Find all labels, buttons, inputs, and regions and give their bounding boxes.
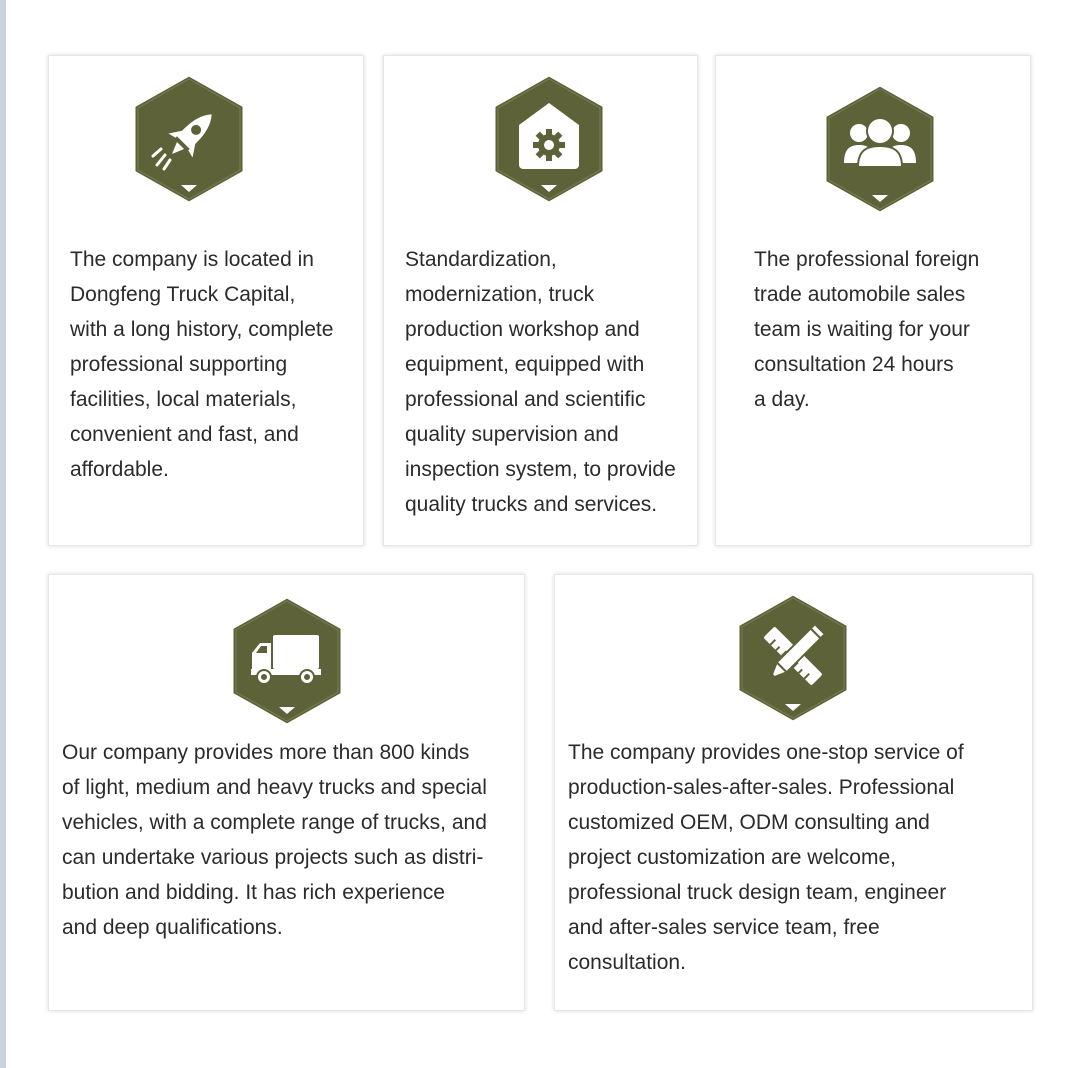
card-description: Our company provides more than 800 kinds of light, medium and heavy trucks and special vehicles, with a complete range of trucks, and can undertake various projects such as distri- bution and bidding. It has rich experience and deep qualifications. — [62, 741, 487, 939]
feature-card-truck-range — [48, 574, 525, 1011]
feature-card-production — [383, 55, 698, 546]
truck-icon — [229, 595, 345, 727]
team-icon — [822, 83, 938, 215]
page-left-edge — [0, 0, 6, 1068]
feature-card-one-stop-service — [554, 574, 1033, 1011]
gear-house-icon — [491, 73, 607, 205]
card-description: The company provides one-stop service of production-sales-after-sales. Professional customized OEM, ODM consulting and project customization are welcome, professional truck design team, engineer and after-sales service team, free consultation. — [568, 741, 964, 974]
feature-card-sales-team — [715, 55, 1031, 546]
pencil-ruler-icon — [735, 592, 851, 724]
rocket-icon — [131, 73, 247, 205]
feature-card-location — [48, 55, 364, 546]
card-description: The company is located in Dongfeng Truck Capital, with a long history, complete professional supporting facilities, local materials, convenient and fast, and affordable. — [70, 248, 334, 481]
card-description: The professional foreign trade automobile sales team is waiting for your consultation 24 hours a day. — [754, 248, 980, 411]
card-description: Standardization, modernization, truck production workshop and equipment, equipped with professional and scientific quality supervision and inspection system, to provide quality trucks and services. — [405, 248, 676, 516]
